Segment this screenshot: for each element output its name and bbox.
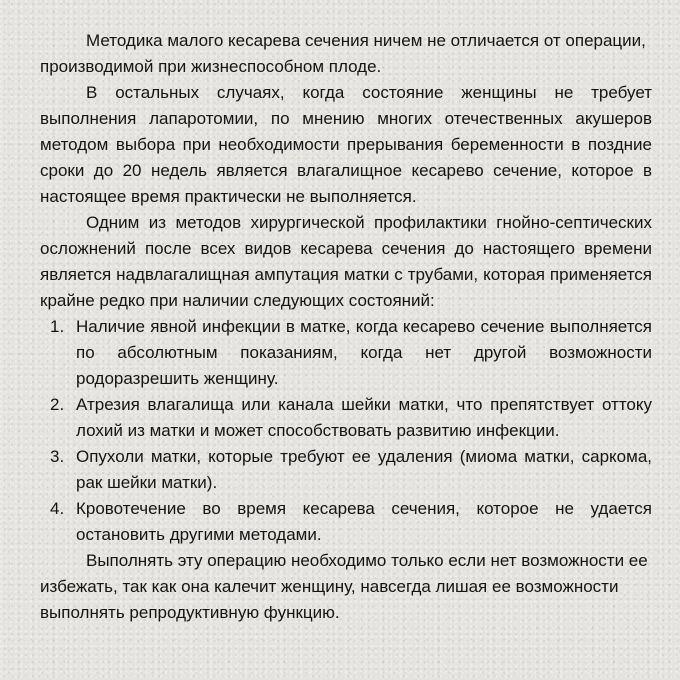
paragraph-conclusion: Выполнять эту операцию необходимо только если нет возможности ее избежать, так как она калечит женщину, навсегда лишая ее возможности выполнять репродуктивную функцию. (40, 551, 648, 622)
list-item-number: 4. (50, 499, 65, 518)
list-item (40, 314, 652, 392)
list-item-text: Атрезия влагалища или канала шейки матки, что препятствует оттоку лохий из матки и может способствовать развитию инфекции. (76, 395, 652, 440)
list-item-number: 3. (50, 447, 65, 466)
list-item (40, 444, 652, 496)
list-item (40, 496, 652, 548)
paragraph-prophylaxis: Одним из методов хирургической профилактики гнойно-септических осложнений после всех видов кесарева сечения до настоящего времени является надвлагалищная ампутация матки с трубами, которая применяется крайне редко при наличии следующих состояний: (40, 213, 652, 310)
list-item-text: Наличие явной инфекции в матке, когда кесарево сечение выполняется по абсолютным показаниям, когда нет другой возможности родоразрешить женщину. (76, 317, 652, 388)
paragraph-other-cases: В остальных случаях, когда состояние женщины не требует выполнения лапаротомии, по мнению многих отечественных акушеров методом выбора при необходимости прерывания беременности в поздние сроки до 20 недель является влагалищное кесарево сечение, которое в настоящее время практически не выполняется. (40, 83, 652, 206)
list-item (40, 392, 652, 444)
list-item-text: Опухоли матки, которые требуют ее удаления (миома матки, саркома, рак шейки матки). (76, 447, 652, 492)
list-item-text: Кровотечение во время кесарева сечения, которое не удается остановить другими методами. (76, 499, 652, 544)
document-slide (40, 28, 652, 626)
list-item-number: 2. (50, 395, 65, 414)
list-item-number: 1. (50, 317, 65, 336)
conditions-list (40, 314, 652, 548)
paragraph-method: Методика малого кесарева сечения ничем не отличается от операции, производимой при жизнеспособном плоде. (40, 31, 646, 76)
